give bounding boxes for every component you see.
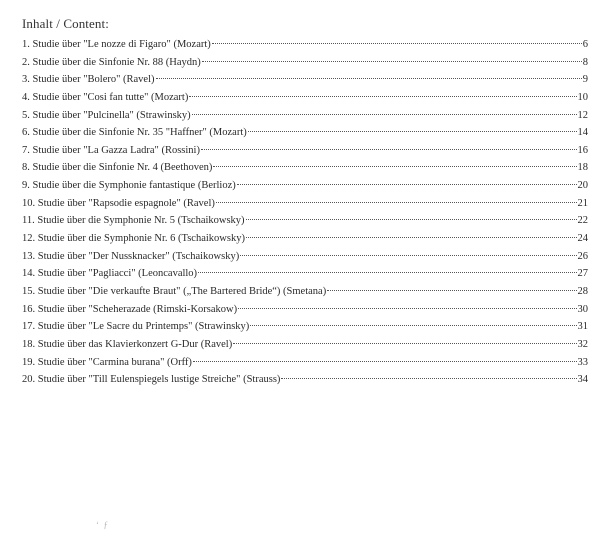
toc-entry	[22, 336, 588, 354]
toc-entry	[22, 301, 588, 319]
toc-entry-title: 11. Studie über die Symphonie Nr. 5 (Tschaikowsky)	[22, 215, 245, 227]
toc-entry-title: 6. Studie über die Sinfonie Nr. 35 "Haffner" (Mozart)	[22, 127, 247, 139]
toc-entry-title: 18. Studie über das Klavierkonzert G-Dur (Ravel)	[22, 338, 233, 350]
dot-leader	[246, 219, 577, 220]
toc-entry-title: 10. Studie über "Rapsodie espagnole" (Ravel)	[22, 197, 215, 209]
dot-leader	[202, 61, 582, 62]
toc-entry-page: 8	[582, 56, 588, 68]
dot-leader	[246, 237, 577, 238]
toc-entry	[22, 54, 588, 72]
toc-entry	[22, 354, 588, 372]
toc-heading: Inhalt / Content:	[22, 16, 109, 31]
toc-entry-title: 12. Studie über die Symphonie Nr. 6 (Tschaikowsky)	[22, 233, 245, 245]
toc-entry-page: 14	[577, 127, 588, 139]
toc-entry	[22, 177, 588, 195]
dot-leader	[212, 43, 582, 44]
toc-entry-page: 33	[577, 356, 588, 368]
toc-entry-page: 10	[577, 91, 588, 103]
toc-entry-title: 5. Studie über "Pulcinella" (Strawinsky)	[22, 109, 191, 121]
toc-entry-title: 8. Studie über die Sinfonie Nr. 4 (Beethoven)	[22, 162, 213, 174]
toc-entry-page: 27	[577, 268, 588, 280]
dot-leader	[198, 272, 576, 273]
toc-entry-title: 20. Studie über "Till Eulenspiegels lustige Streiche" (Strauss)	[22, 374, 281, 386]
toc-entry-page: 22	[577, 215, 588, 227]
toc-entry-page: 18	[577, 162, 588, 174]
dot-leader	[192, 114, 577, 115]
dot-leader	[237, 184, 577, 185]
toc-entry	[22, 142, 588, 160]
toc-entry-page: 31	[577, 321, 588, 333]
toc-entry-title: 4. Studie über "Cosi fan tutte" (Mozart)	[22, 91, 189, 103]
toc-list	[22, 36, 588, 389]
toc-entry	[22, 230, 588, 248]
toc-entry-page: 21	[577, 197, 588, 209]
toc-entry-title: 14. Studie über "Pagliacci" (Leoncavallo)	[22, 268, 198, 280]
toc-entry-title: 3. Studie über "Bolero" (Ravel)	[22, 74, 155, 86]
toc-entry-page: 24	[577, 233, 588, 245]
dot-leader	[193, 361, 577, 362]
toc-entry-title: 13. Studie über "Der Nussknacker" (Tschaikowsky)	[22, 250, 240, 262]
toc-entry-page: 26	[577, 250, 588, 262]
toc-entry-page: 16	[577, 144, 588, 156]
toc-entry	[22, 265, 588, 283]
toc-entry-title: 9. Studie über die Symphonie fantastique (Berlioz)	[22, 180, 236, 192]
toc-entry-page: 30	[577, 303, 588, 315]
toc-entry-title: 17. Studie über "Le Sacre du Printemps" (Strawinsky)	[22, 321, 250, 333]
scan-artifact: ʻ ƒ	[96, 520, 108, 530]
dot-leader	[213, 166, 576, 167]
dot-leader	[233, 343, 576, 344]
toc-entry-title: 16. Studie über "Scheherazade (Rimski-Korsakow)	[22, 303, 238, 315]
dot-leader	[240, 255, 576, 256]
toc-entry	[22, 36, 588, 54]
toc-entry-title: 19. Studie über "Carmina burana" (Orff)	[22, 356, 192, 368]
toc-entry-page: 9	[582, 74, 588, 86]
toc-entry-title: 2. Studie über die Sinfonie Nr. 88 (Haydn)	[22, 56, 201, 68]
dot-leader	[238, 308, 576, 309]
dot-leader	[156, 78, 582, 79]
toc-entry	[22, 107, 588, 125]
dot-leader	[201, 149, 577, 150]
toc-entry-page: 12	[577, 109, 588, 121]
dot-leader	[327, 290, 576, 291]
dot-leader	[248, 131, 577, 132]
toc-entry	[22, 124, 588, 142]
dot-leader	[250, 325, 576, 326]
toc-entry	[22, 89, 588, 107]
dot-leader	[281, 378, 576, 379]
toc-entry-page: 28	[577, 285, 588, 297]
toc-entry-title: 1. Studie über "Le nozze di Figaro" (Mozart)	[22, 39, 211, 50]
toc-entry	[22, 248, 588, 266]
dot-leader	[216, 202, 577, 203]
toc-entry	[22, 159, 588, 177]
toc-entry	[22, 371, 588, 389]
toc-entry	[22, 71, 588, 89]
toc-entry	[22, 195, 588, 213]
toc-entry	[22, 283, 588, 301]
toc-entry-title: 15. Studie über "Die verkaufte Braut" („The Bartered Bride“) (Smetana)	[22, 285, 327, 297]
toc-entry-page: 32	[577, 338, 588, 350]
toc-entry	[22, 212, 588, 230]
dot-leader	[189, 96, 576, 97]
toc-entry-page: 6	[582, 39, 588, 50]
toc-entry-page: 34	[577, 374, 588, 386]
toc-entry-page: 20	[577, 180, 588, 192]
toc-entry	[22, 318, 588, 336]
toc-entry-title: 7. Studie über "La Gazza Ladra" (Rossini)	[22, 144, 200, 156]
